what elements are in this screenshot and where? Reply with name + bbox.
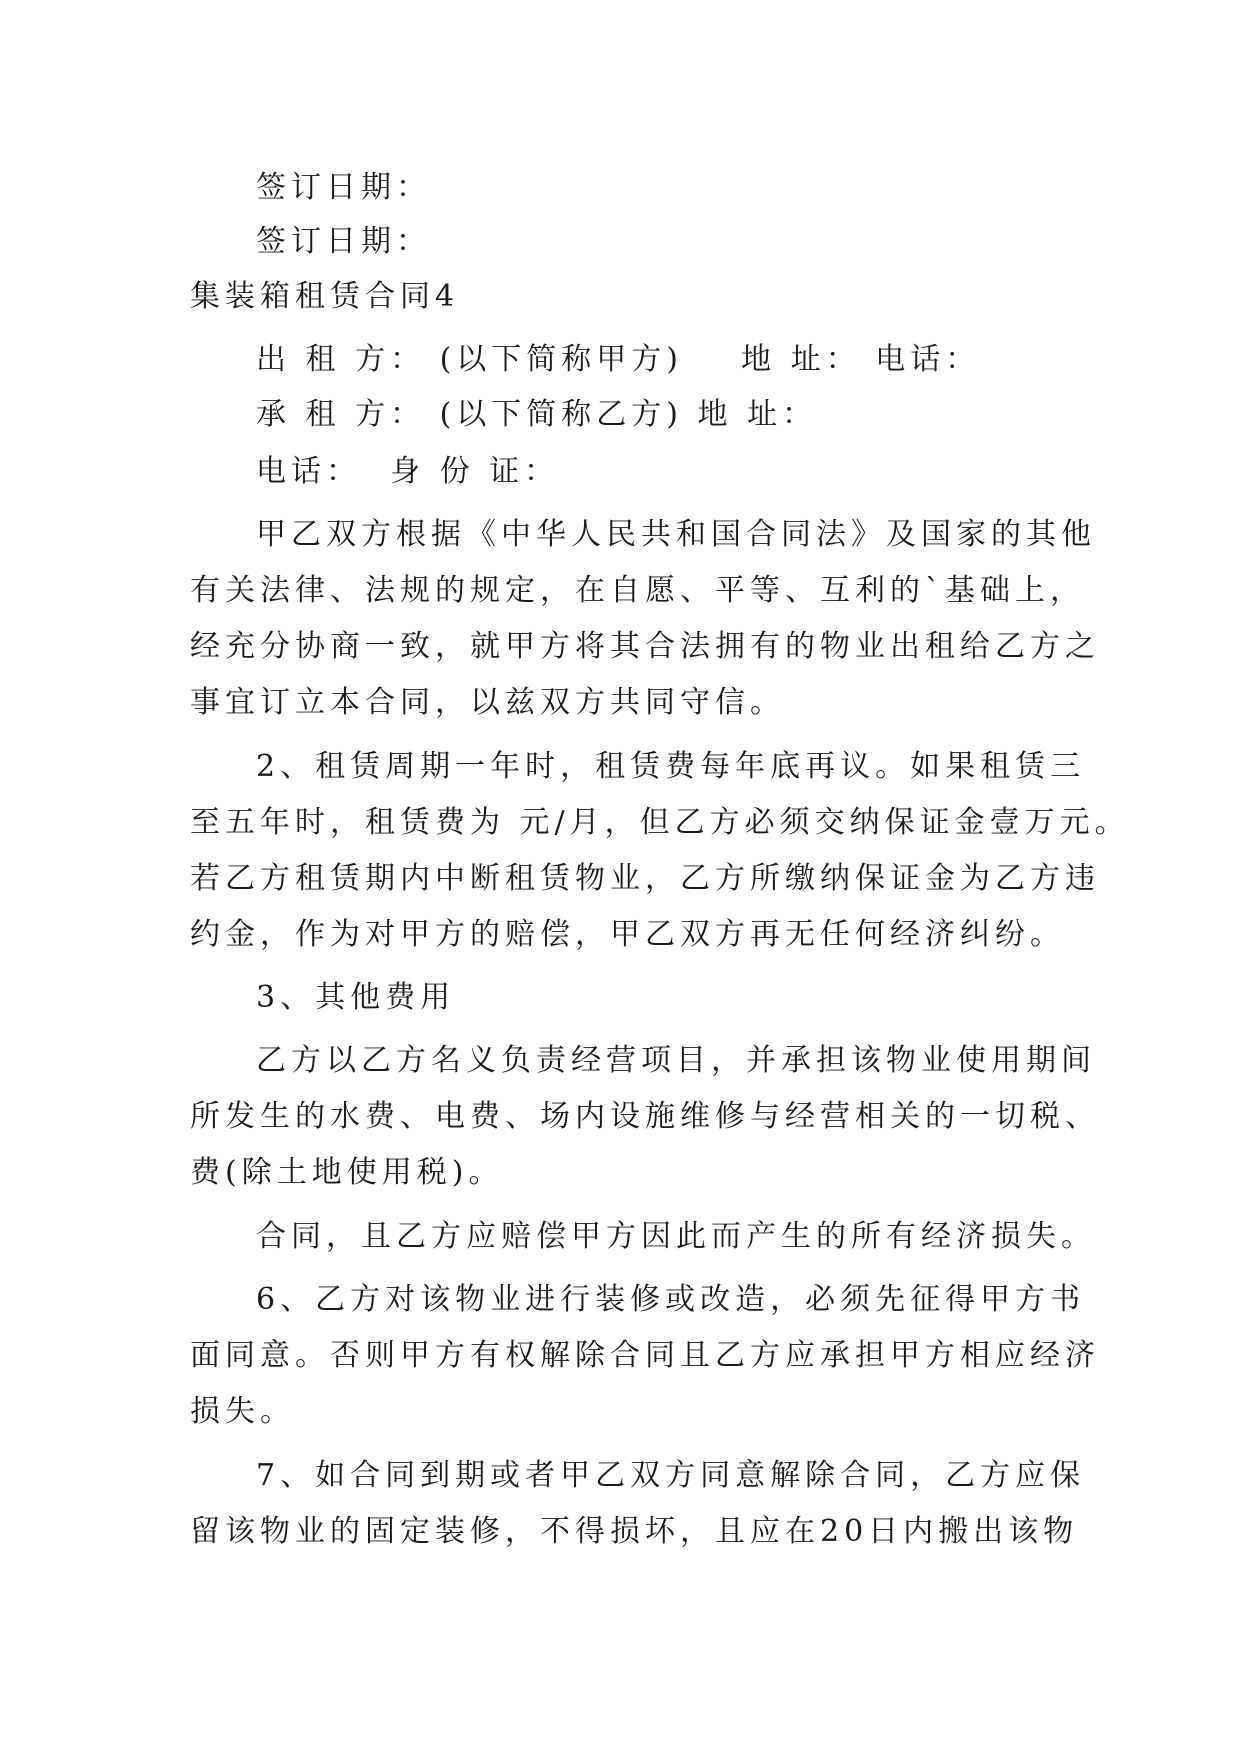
body-text-line: 7、如合同到期或者甲乙双方同意解除合同，乙方应保 bbox=[256, 1458, 1086, 1493]
body-text-line: 经充分协商一致，就甲方将其合法拥有的物业出租给乙方之 bbox=[190, 629, 1100, 664]
body-text-line: 面同意。否则甲方有权解除合同且乙方应承担甲方相应经济 bbox=[190, 1338, 1100, 1373]
body-text-line: 6、乙方对该物业进行装修或改造，必须先征得甲方书 bbox=[256, 1282, 1086, 1317]
body-text-line: 约金，作为对甲方的赔偿，甲乙双方再无任何经济纠纷。 bbox=[190, 917, 1065, 952]
body-text-line: 至五年时，租赁费为 元/月，但乙方必须交纳保证金壹万元。 bbox=[190, 805, 1130, 840]
lessor-info-line: 出 租 方： (以下简称甲方) 地 址： 电话： bbox=[256, 342, 981, 377]
body-text-line: 合同，且乙方应赔偿甲方因此而产生的所有经济损失。 bbox=[256, 1219, 1096, 1254]
body-text-line: 有关法律、法规的规定，在自愿、平等、互利的`基础上， bbox=[190, 573, 1085, 608]
body-text-line: 所发生的水费、电费、场内设施维修与经营相关的一切税、 bbox=[190, 1099, 1100, 1134]
body-text-line: 若乙方租赁期内中断租赁物业，乙方所缴纳保证金为乙方违 bbox=[190, 861, 1100, 896]
signing-date-line: 签订日期： bbox=[256, 224, 431, 259]
body-text-line: 甲乙双方根据《中华人民共和国合同法》及国家的其他 bbox=[256, 517, 1096, 552]
body-text-line: 费(除土地使用税)。 bbox=[190, 1155, 504, 1190]
body-text-line: 事宜订立本合同，以兹双方共同守信。 bbox=[190, 685, 785, 720]
lessee-info-line: 承 租 方： (以下简称乙方) 地 址： bbox=[256, 397, 818, 432]
body-text-line: 乙方以乙方名义负责经营项目，并承担该物业使用期间 bbox=[256, 1043, 1096, 1078]
document-section-title: 集装箱租赁合同4 bbox=[190, 279, 460, 314]
body-text-line: 损失。 bbox=[190, 1394, 295, 1429]
body-text-line: 留该物业的固定装修，不得损坏，且应在20日内搬出该物 bbox=[190, 1514, 1079, 1549]
lessee-contact-line: 电话： 身 份 证： bbox=[256, 454, 560, 489]
clause-heading: 3、其他费用 bbox=[256, 980, 456, 1015]
signing-date-line: 签订日期： bbox=[256, 170, 431, 205]
body-text-line: 2、租赁周期一年时，租赁费每年底再议。如果租赁三 bbox=[256, 749, 1086, 784]
